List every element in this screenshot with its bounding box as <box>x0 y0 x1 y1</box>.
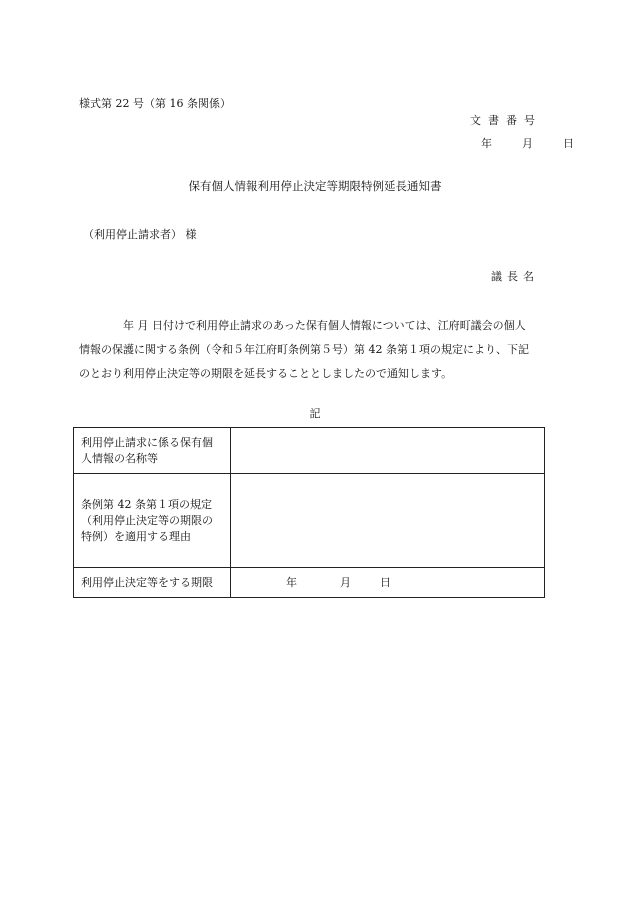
deadline-year: 年 <box>286 575 297 589</box>
issue-date-day: 日 <box>563 137 574 150</box>
deadline-value <box>231 568 545 598</box>
notice-body-line: のとおり利用停止決定等の期限を延長することとしましたので通知します。 <box>79 367 453 380</box>
ki-heading: 記 <box>309 407 321 420</box>
issue-date <box>481 135 574 151</box>
table-row <box>74 568 545 598</box>
table-row <box>74 474 545 568</box>
form-number: 様式第 22 号（第 16 条関係） <box>79 97 231 110</box>
sender-name: 議長名 <box>491 270 539 283</box>
notice-body-line: 年 月 日付けで利用停止請求のあった保有個人情報については、江府町議会の個人 <box>123 319 526 332</box>
deadline-month: 月 <box>340 575 351 589</box>
personal-info-value <box>231 428 545 474</box>
reason-value <box>231 474 545 568</box>
details-table <box>73 427 545 598</box>
notice-body-line: 情報の保護に関する条例（令和５年江府町条例第５号）第 42 条第１項の規定により、下記 <box>79 343 529 356</box>
table-row <box>74 428 545 474</box>
document-title: 保有個人情報利用停止決定等期限特例延長通知書 <box>188 179 442 193</box>
deadline-day: 日 <box>380 575 391 589</box>
row-label-deadline: 利用停止決定等をする期限 <box>74 568 231 598</box>
document-number-label: 文書番号 <box>470 114 542 127</box>
row-label-personal-info: 利用停止請求に係る保有個 人情報の名称等 <box>74 428 231 474</box>
addressee: （利用停止請求者） 様 <box>83 228 197 241</box>
issue-date-year: 年 <box>481 137 492 150</box>
row-label-reason: 条例第 42 条第１項の規定 （利用停止決定等の期限の 特例）を適用する理由 <box>74 474 231 568</box>
issue-date-month: 月 <box>522 137 533 150</box>
notice-body <box>79 314 550 386</box>
